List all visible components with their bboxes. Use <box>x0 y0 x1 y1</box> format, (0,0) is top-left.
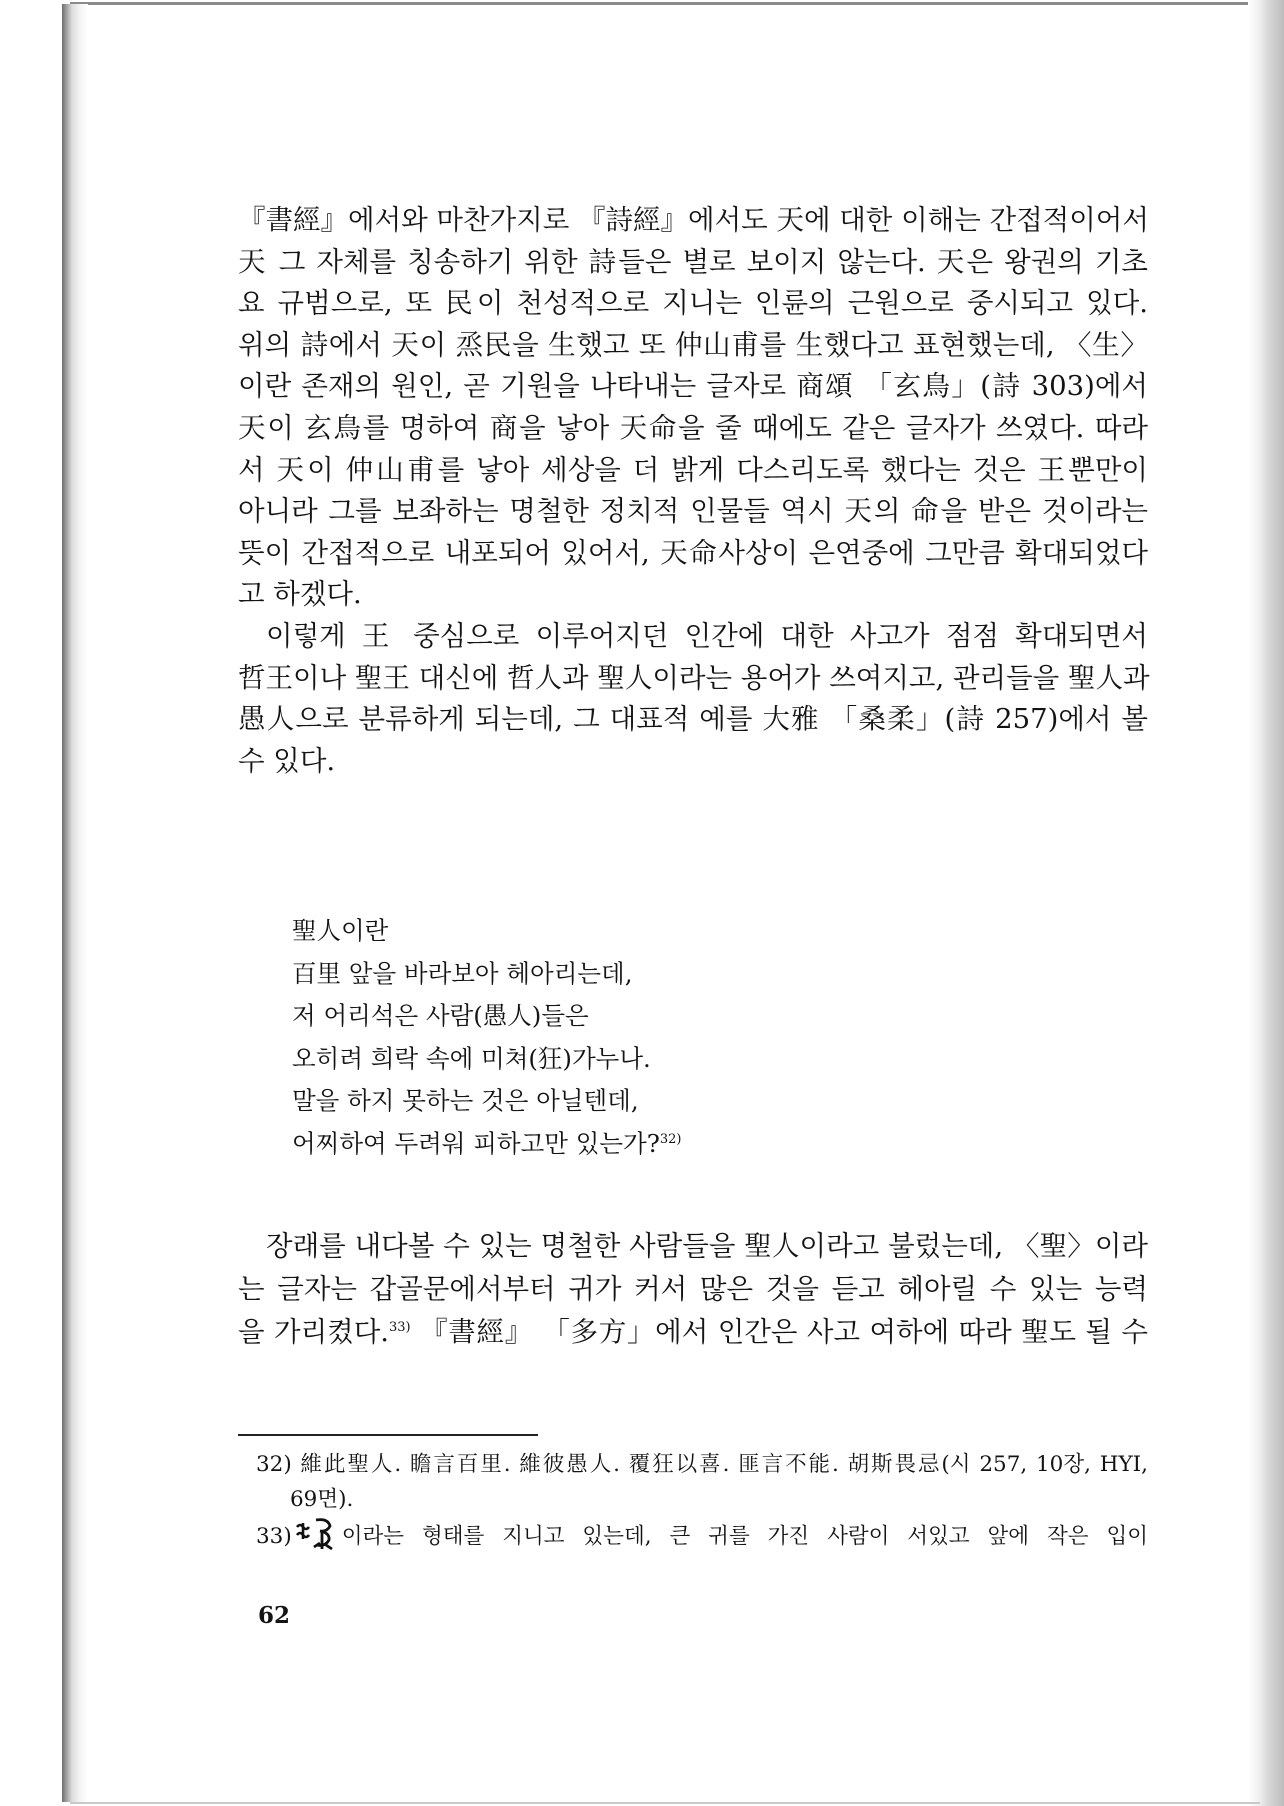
footnote-32-label: 32) <box>256 1452 292 1477</box>
paragraph-1-line-9: 뜻이 간접적으로 내포되어 있어서, 天命사상이 은연중에 그만큼 확대되었다 <box>238 536 1148 569</box>
paragraph-1-line-4: 위의 詩에서 天이 烝民을 生했고 또 仲山甫를 生했다고 표현했는데, 〈生〉 <box>238 328 1148 361</box>
footnote-ref-32: 32) <box>659 1131 682 1147</box>
page-binding-shadow <box>62 4 88 1802</box>
poem-line-2: 百里 앞을 바라보아 헤아리는데, <box>292 958 633 988</box>
oracle-bone-glyph-icon <box>294 1517 338 1551</box>
poem-line-6-text: 어찌하여 두려워 피하고만 있는가? <box>292 1128 660 1158</box>
paragraph-2-line-4: 수 있다. <box>238 744 336 777</box>
footnote-33-line-1 <box>256 1517 1148 1554</box>
paragraph-1-line-8: 아니라 그를 보좌하는 명철한 정치적 인물들 역시 天의 命을 받은 것이라는 <box>238 495 1148 528</box>
paragraph-3-line-3-tail: 『書經』 「多方」에서 인간은 사고 여하에 따라 聖도 될 수 <box>410 1316 1148 1348</box>
footnote-32-line-2: 69면). <box>290 1487 354 1512</box>
page-bottom-edge <box>70 1802 1260 1804</box>
poem-line-4: 오히려 희락 속에 미쳐(狂)가누나. <box>292 1043 651 1073</box>
paragraph-2-line-3: 愚人으로 분류하게 되는데, 그 대표적 예를 大雅 「桑柔」(詩 257)에서 볼 <box>238 703 1148 736</box>
paragraph-2-line-1: 이렇게 王 중심으로 이루어지던 인간에 대한 사고가 점점 확대되면서 <box>266 619 1148 652</box>
paragraph-1-line-6: 天이 玄鳥를 명하여 商을 낳아 天命을 줄 때에도 같은 글자가 쓰였다. 따라 <box>238 411 1148 444</box>
paragraph-3-line-1: 장래를 내다볼 수 있는 명철한 사람들을 聖人이라고 불렀는데, 〈聖〉이라 <box>266 1230 1148 1262</box>
paragraph-1-line-2: 天 그 자체를 칭송하기 위한 詩들은 별로 보이지 않는다. 天은 왕권의 기초 <box>238 245 1148 278</box>
paragraph-3-line-3 <box>238 1311 1148 1354</box>
paragraph-3-line-3-text: 을 가리켰다. <box>238 1316 390 1348</box>
poem-quotation <box>292 910 1112 1166</box>
paragraph-3 <box>238 1225 1148 1354</box>
page-number: 62 <box>258 1602 291 1629</box>
footnote-32-text: 維此聖人. 瞻言百里. 維彼愚人. 覆狂以喜. 匪言不能. 胡斯畏忌(시 257, 10장, HYI, <box>300 1452 1149 1477</box>
paragraph-2-line-2: 哲王이나 聖王 대신에 哲人과 聖人이라는 용어가 쓰여지고, 관리들을 聖人과 <box>238 661 1150 694</box>
page-right-shadow <box>1248 0 1284 1806</box>
footnote-ref-33: 33) <box>389 1319 411 1335</box>
footnote-33-label: 33) <box>256 1524 292 1549</box>
paragraph-3-line-2: 는 글자는 갑골문에서부터 귀가 커서 많은 것을 듣고 헤아릴 수 있는 능력 <box>238 1273 1148 1305</box>
poem-line-6 <box>292 1123 1112 1166</box>
paragraph-1-line-10: 고 하겠다. <box>238 578 362 611</box>
footnote-33-text: 이라는 형태를 지니고 있는데, 큰 귀를 가진 사람이 서있고 앞에 작은 입이 <box>341 1524 1148 1549</box>
paragraph-1-line-5: 이란 존재의 원인, 곧 기원을 나타내는 글자로 商頌 「玄鳥」(詩 303)에서 <box>238 370 1148 403</box>
poem-line-1: 聖人이란 <box>292 916 389 945</box>
paragraph-1-line-7: 서 天이 仲山甫를 낳아 세상을 더 밝게 다스리도록 했다는 것은 王뿐만이 <box>238 453 1148 486</box>
paragraph-1-line-1: 『書經』에서와 마찬가지로 『詩經』에서도 天에 대한 이해는 간접적이어서 <box>238 204 1149 236</box>
paragraph-1-line-3: 요 규범으로, 또 民이 천성적으로 지니는 인륜의 근원으로 중시되고 있다. <box>238 287 1148 320</box>
paragraph-1-and-2 <box>238 200 1148 782</box>
footnote-32-line-1 <box>256 1447 1148 1482</box>
poem-line-5: 말을 하지 못하는 것은 아닐텐데, <box>292 1086 639 1116</box>
footnotes <box>256 1447 1148 1554</box>
footnote-divider <box>238 1434 538 1436</box>
poem-line-3: 저 어리석은 사람(愚人)들은 <box>292 1001 589 1031</box>
page-top-edge <box>70 2 1284 5</box>
